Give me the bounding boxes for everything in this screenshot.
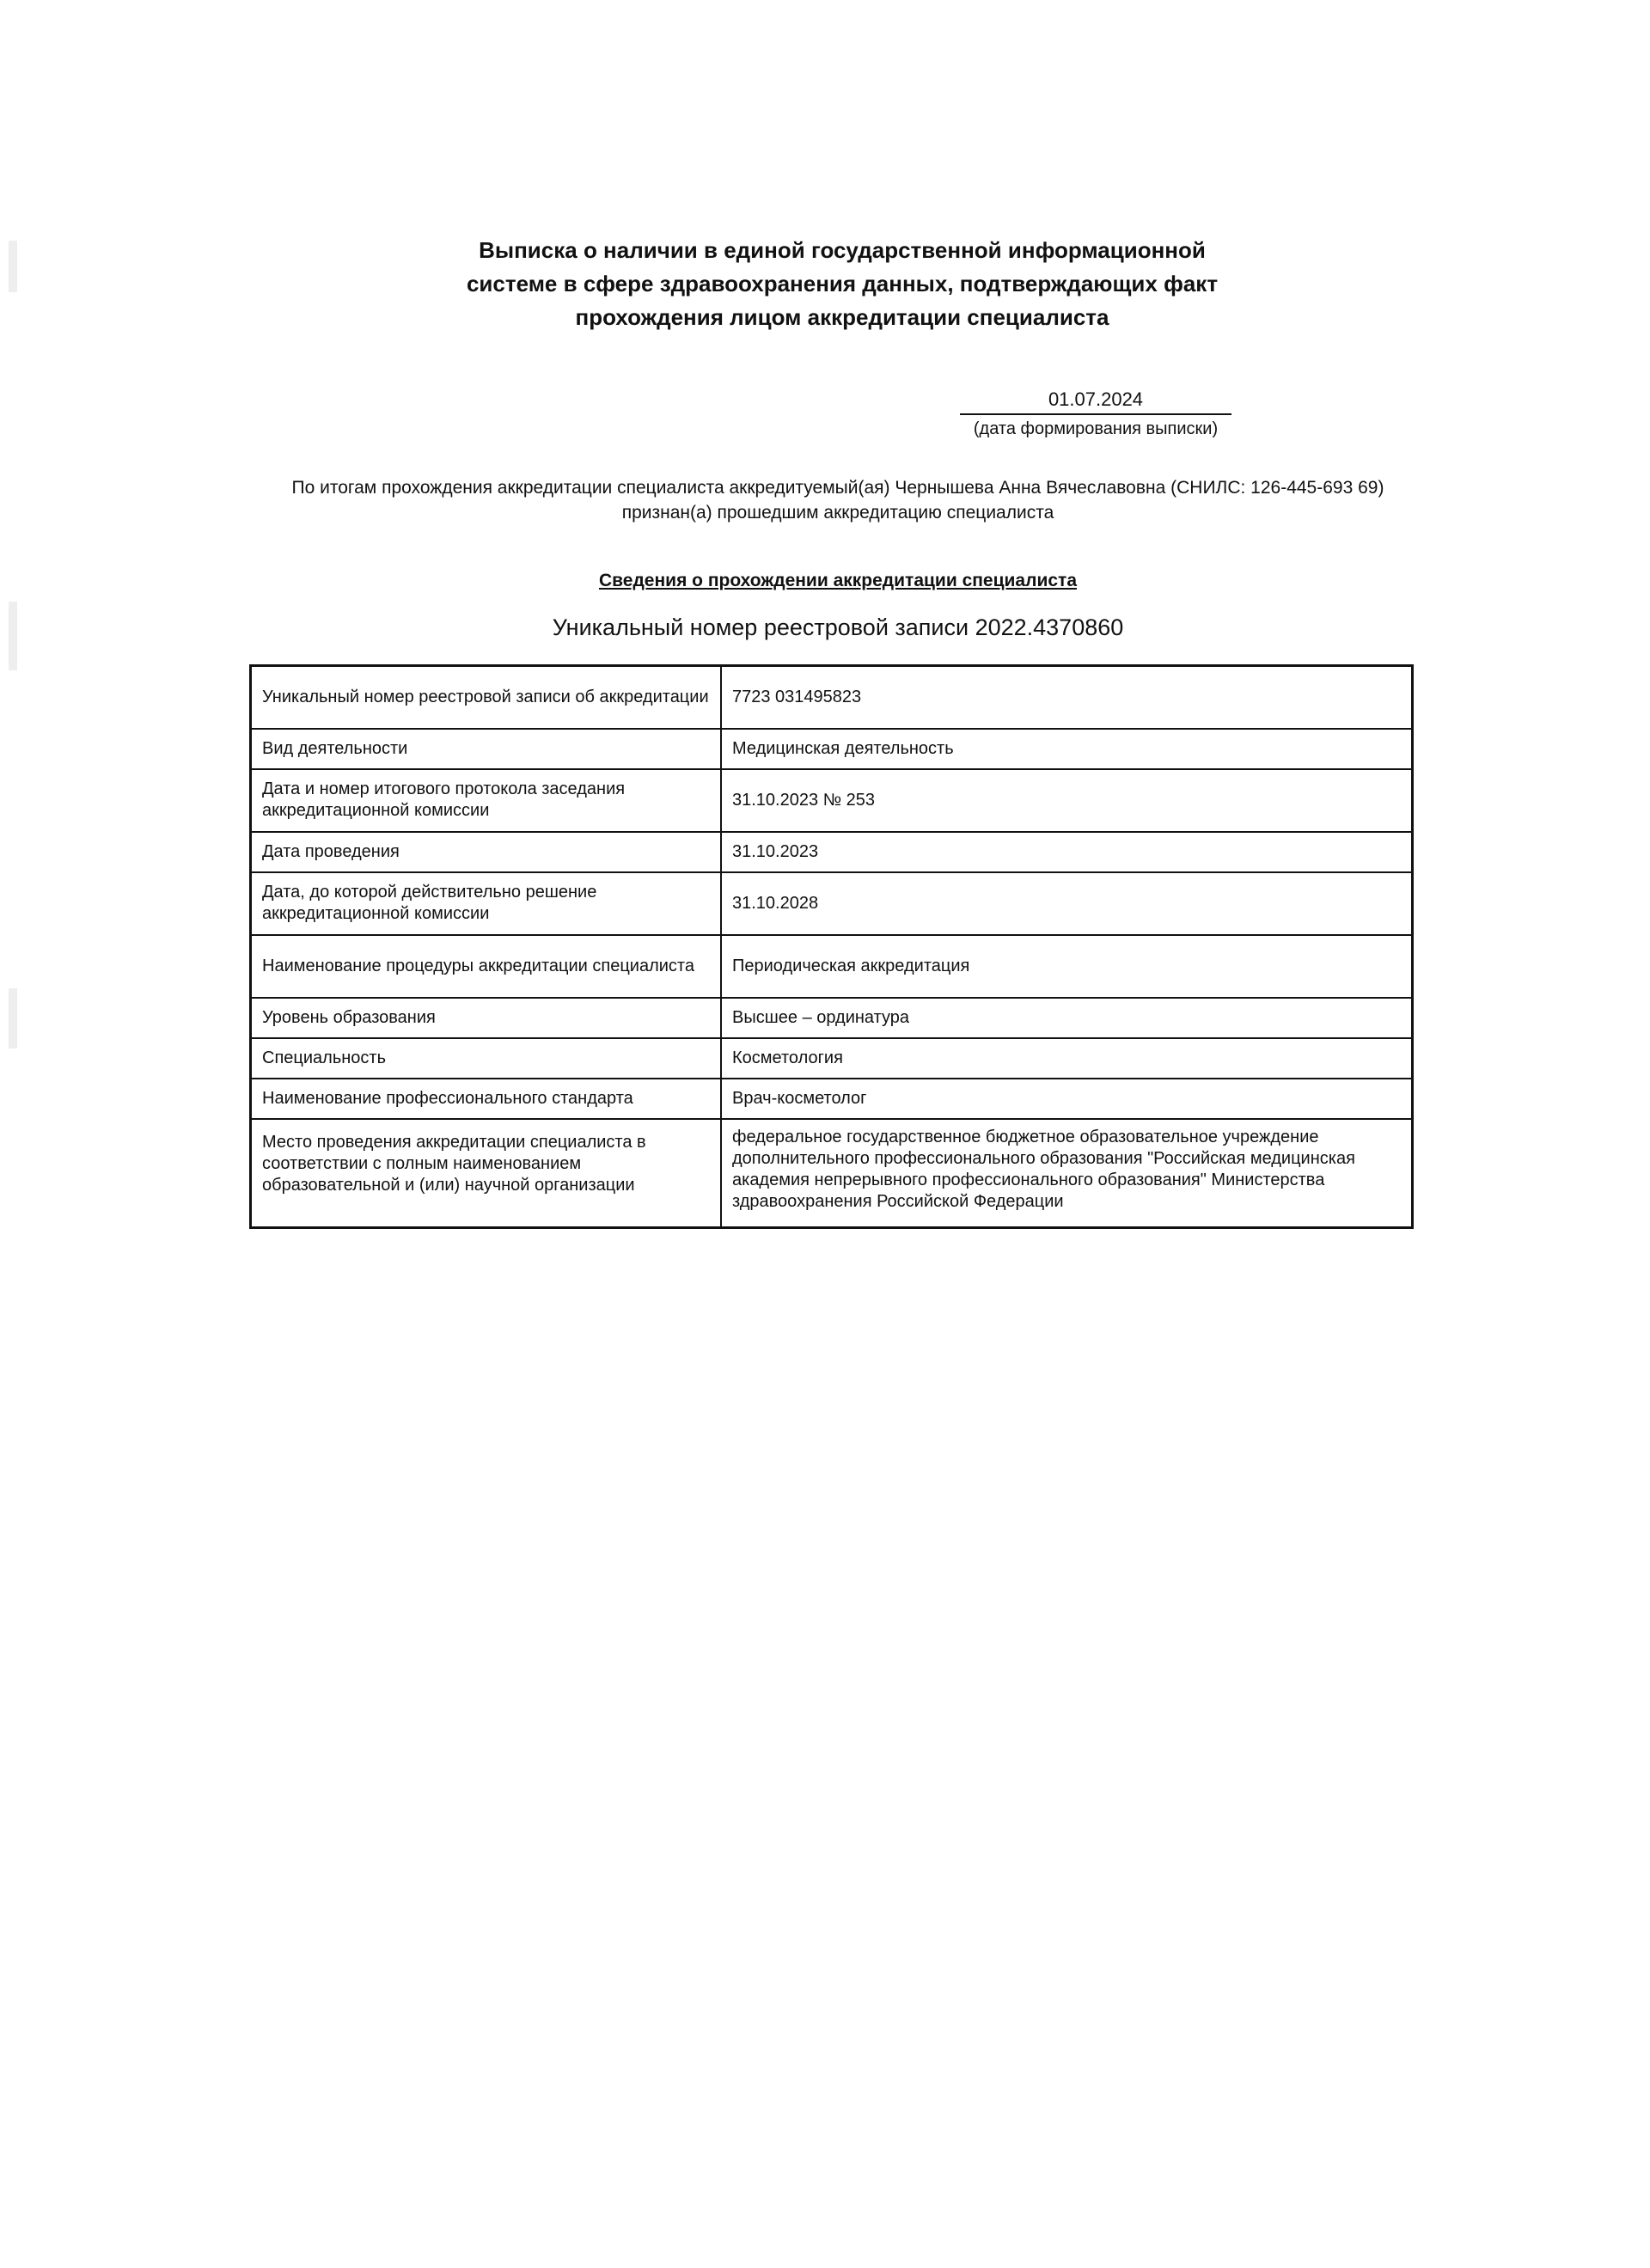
row-label: Специальность bbox=[251, 1038, 722, 1079]
row-label: Дата и номер итогового протокола заседания аккредитационной комиссии bbox=[251, 769, 722, 832]
accreditation-table-wrapper bbox=[249, 664, 1414, 1229]
formation-date: 01.07.2024 bbox=[960, 388, 1231, 415]
table-row bbox=[251, 1079, 1413, 1119]
row-value: 31.10.2023 bbox=[721, 832, 1413, 872]
registry-number-heading: Уникальный номер реестровой записи 2022.4370860 bbox=[552, 614, 1124, 640]
table-row bbox=[251, 935, 1413, 998]
table-row bbox=[251, 729, 1413, 769]
scan-artifact bbox=[9, 241, 17, 292]
table-row bbox=[251, 998, 1413, 1038]
document-title-line: прохождения лицом аккредитации специалиста bbox=[575, 304, 1109, 330]
table-row bbox=[251, 1038, 1413, 1079]
table-row bbox=[251, 666, 1413, 730]
scan-artifact bbox=[9, 602, 17, 670]
row-value: 31.10.2028 bbox=[721, 872, 1413, 935]
row-label: Дата, до которой действительно решение аккредитационной комиссии bbox=[251, 872, 722, 935]
row-label: Уникальный номер реестровой записи об аккредитации bbox=[251, 666, 722, 730]
table-row bbox=[251, 832, 1413, 872]
row-label: Место проведения аккредитации специалиста в соответствии с полным наименованием образовательной и (или) научной организации bbox=[251, 1119, 722, 1228]
document-title-line: Выписка о наличии в единой государственной информационной bbox=[479, 237, 1206, 263]
formation-date-caption: (дата формирования выписки) bbox=[973, 419, 1219, 438]
row-label: Вид деятельности bbox=[251, 729, 722, 769]
scan-artifact bbox=[9, 988, 17, 1048]
row-value: Косметология bbox=[721, 1038, 1413, 1079]
row-value: федеральное государственное бюджетное образовательное учреждение дополнительного профессионального образования "Российская медицинская академия непрерывного профессионального образования" Министерства здравоохранения Российской Федерации bbox=[721, 1119, 1413, 1228]
table-row bbox=[251, 872, 1413, 935]
row-value: Медицинская деятельность bbox=[721, 729, 1413, 769]
row-value: Периодическая аккредитация bbox=[721, 935, 1413, 998]
document-title bbox=[395, 234, 1289, 334]
row-label: Уровень образования bbox=[251, 998, 722, 1038]
table-row bbox=[251, 769, 1413, 832]
row-value: 31.10.2023 № 253 bbox=[721, 769, 1413, 832]
document-title-line: системе в сфере здравоохранения данных, подтверждающих факт bbox=[466, 271, 1219, 296]
row-label: Наименование профессионального стандарта bbox=[251, 1079, 722, 1119]
table-row bbox=[251, 1119, 1413, 1228]
row-value: 7723 031495823 bbox=[721, 666, 1413, 730]
section-heading: Сведения о прохождении аккредитации специалиста bbox=[599, 571, 1077, 590]
formation-date-block bbox=[950, 388, 1242, 441]
row-label: Наименование процедуры аккредитации специалиста bbox=[251, 935, 722, 998]
intro-paragraph: По итогам прохождения аккредитации специалиста аккредитуемый(ая) Чернышева Анна Вячеславовна (СНИЛС: 126-445-693 69) признан(а) прошедшим аккредитацию специалиста bbox=[291, 478, 1384, 523]
row-value: Высшее – ординатура bbox=[721, 998, 1413, 1038]
row-value: Врач-косметолог bbox=[721, 1079, 1413, 1119]
row-label: Дата проведения bbox=[251, 832, 722, 872]
accreditation-table bbox=[249, 664, 1414, 1229]
